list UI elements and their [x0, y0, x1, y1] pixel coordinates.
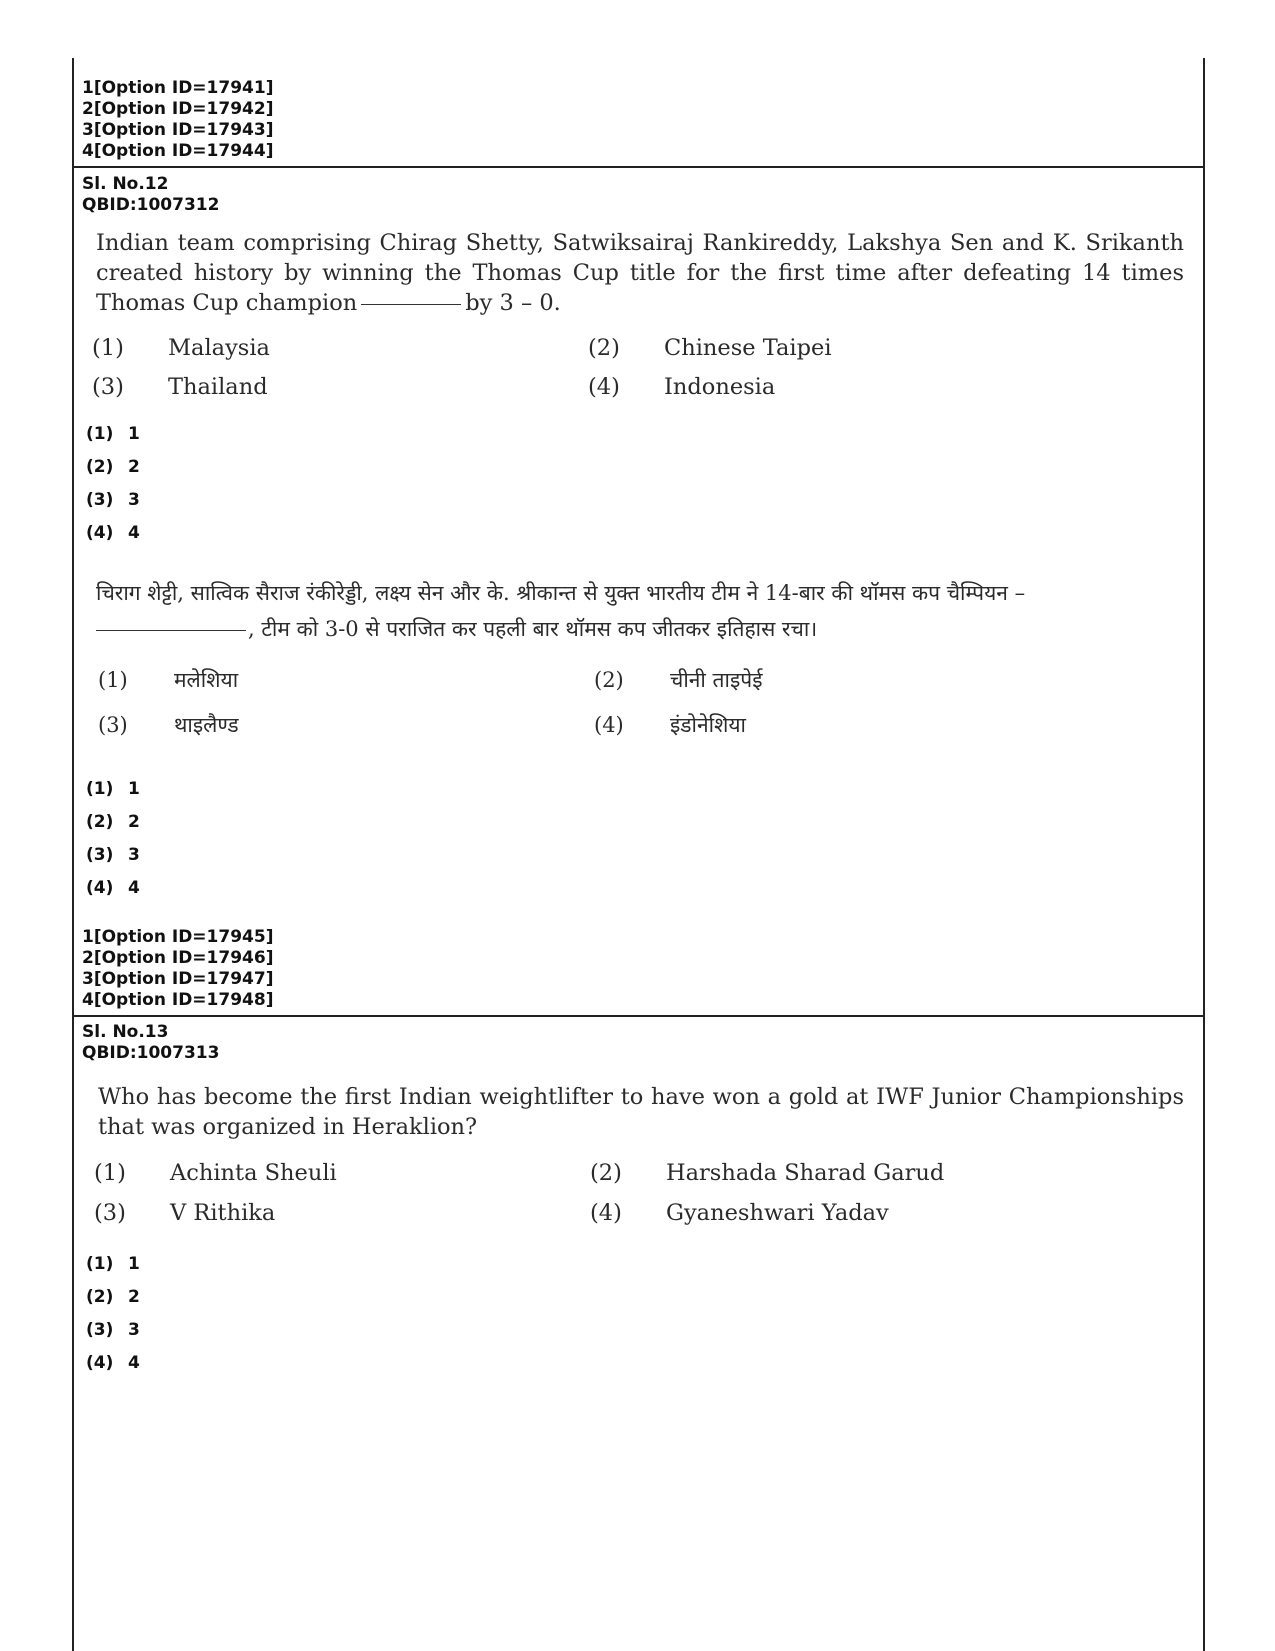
page-frame [72, 58, 1205, 1651]
option-number: (2) [590, 1160, 622, 1186]
option-label: V Rithika [170, 1200, 276, 1226]
question-text-part: by 3 – 0. [465, 290, 561, 316]
option-number: (1) [92, 335, 124, 361]
option-en-1 [94, 1158, 337, 1188]
option-id-line: 3[Option ID=17947] [82, 969, 274, 989]
answer-choice[interactable] [86, 845, 140, 865]
option-hi-1 [98, 665, 238, 695]
answer-key: (2) [86, 457, 114, 477]
option-number: (1) [94, 1160, 126, 1186]
option-number: (3) [94, 1200, 126, 1226]
divider [74, 1015, 1203, 1017]
answer-value: 1 [128, 424, 140, 444]
option-number: (4) [590, 1200, 622, 1226]
option-en-4 [588, 372, 775, 402]
serial-number: Sl. No.12 [82, 174, 169, 194]
answer-choice[interactable] [86, 812, 140, 832]
option-number: (1) [98, 668, 128, 692]
option-label: चीनी ताइपेई [670, 668, 763, 692]
answer-value: 2 [128, 457, 140, 477]
option-number: (4) [588, 374, 620, 400]
option-label: थाइलैण्ड [174, 713, 239, 737]
answer-choice[interactable] [86, 424, 140, 444]
answer-choice[interactable] [86, 878, 140, 898]
answer-key: (2) [86, 1287, 114, 1307]
answer-value: 1 [128, 1254, 140, 1274]
answer-choice[interactable] [86, 457, 140, 477]
question-text-part: Who has become the first Indian weightlifter to have won a gold at IWF Junior Championships that was organized in Heraklion? [98, 1084, 1184, 1140]
option-number: (3) [98, 713, 128, 737]
option-hi-3 [98, 710, 239, 740]
option-id-line: 4[Option ID=17948] [82, 990, 274, 1010]
option-id-line: 2[Option ID=17946] [82, 948, 274, 968]
qbid: QBID:1007313 [82, 1043, 220, 1063]
option-number: (4) [594, 713, 624, 737]
question-13-header [82, 1022, 219, 1064]
answer-choice[interactable] [86, 523, 140, 543]
answer-choice[interactable] [86, 779, 140, 799]
answer-choice[interactable] [86, 1287, 140, 1307]
answer-key: (2) [86, 812, 114, 832]
answer-value: 2 [128, 812, 140, 832]
answer-key: (1) [86, 779, 114, 799]
qbid: QBID:1007312 [82, 195, 220, 215]
answer-value: 3 [128, 1320, 140, 1340]
prev-option-ids [82, 78, 273, 162]
option-label: मलेशिया [174, 668, 239, 692]
answer-choice[interactable] [86, 1254, 140, 1274]
option-label: Thailand [168, 374, 268, 400]
serial-number: Sl. No.13 [82, 1022, 169, 1042]
answer-key: (3) [86, 845, 114, 865]
option-en-2 [590, 1158, 944, 1188]
option-en-1 [92, 333, 270, 363]
question-text-part: , टीम को 3-0 से पराजित कर पहली बार थॉमस कप जीतकर इतिहास रचा। [248, 617, 818, 641]
question-12-text-en [96, 228, 1184, 318]
answer-value: 4 [128, 523, 140, 543]
option-en-2 [588, 333, 832, 363]
option-id-line: 4[Option ID=17944] [82, 141, 274, 161]
option-id-line: 3[Option ID=17943] [82, 120, 274, 140]
option-en-4 [590, 1198, 889, 1228]
option-label: Indonesia [664, 374, 776, 400]
answer-value: 3 [128, 490, 140, 510]
question-text-part: चिराग शेट्टी, सात्विक सैराज रंकीरेड्डी, लक्ष्य सेन और के. श्रीकान्त से युक्त भारतीय टीम ने 14-बार की थॉमस कप चैम्पियन – [96, 581, 1026, 605]
option-hi-4 [594, 710, 746, 740]
option-label: Malaysia [168, 335, 270, 361]
question-text-part: Indian team comprising Chirag Shetty, Satwiksairaj Rankireddy, Lakshya Sen and K. Srikanth created history by winning the Thomas Cup title for the first time after defeating 14 times Thomas Cup champion [96, 230, 1184, 316]
q12-option-ids [82, 927, 273, 1011]
divider [74, 166, 1203, 168]
option-number: (3) [92, 374, 124, 400]
question-13-text-en [98, 1082, 1184, 1142]
option-label: Gyaneshwari Yadav [666, 1200, 889, 1226]
option-label: इंडोनेशिया [670, 713, 746, 737]
question-12-header [82, 174, 219, 216]
answer-value: 2 [128, 1287, 140, 1307]
option-hi-2 [594, 665, 763, 695]
answer-key: (3) [86, 1320, 114, 1340]
option-id-line: 1[Option ID=17941] [82, 78, 274, 98]
answer-value: 4 [128, 1353, 140, 1373]
answer-key: (4) [86, 523, 114, 543]
answer-value: 3 [128, 845, 140, 865]
answer-choice[interactable] [86, 1320, 140, 1340]
answer-blank [361, 304, 461, 305]
answer-choice[interactable] [86, 1353, 140, 1373]
answer-value: 1 [128, 779, 140, 799]
answer-blank [96, 630, 246, 631]
option-number: (2) [594, 668, 624, 692]
option-id-line: 1[Option ID=17945] [82, 927, 274, 947]
answer-key: (1) [86, 424, 114, 444]
answer-key: (3) [86, 490, 114, 510]
option-label: Chinese Taipei [664, 335, 832, 361]
answer-value: 4 [128, 878, 140, 898]
answer-key: (1) [86, 1254, 114, 1274]
answer-choice[interactable] [86, 490, 140, 510]
option-label: Harshada Sharad Garud [666, 1160, 945, 1186]
answer-key: (4) [86, 1353, 114, 1373]
option-id-line: 2[Option ID=17942] [82, 99, 274, 119]
option-en-3 [92, 372, 268, 402]
option-number: (2) [588, 335, 620, 361]
option-en-3 [94, 1198, 275, 1228]
option-label: Achinta Sheuli [170, 1160, 337, 1186]
answer-key: (4) [86, 878, 114, 898]
question-12-text-hi [96, 575, 1184, 647]
